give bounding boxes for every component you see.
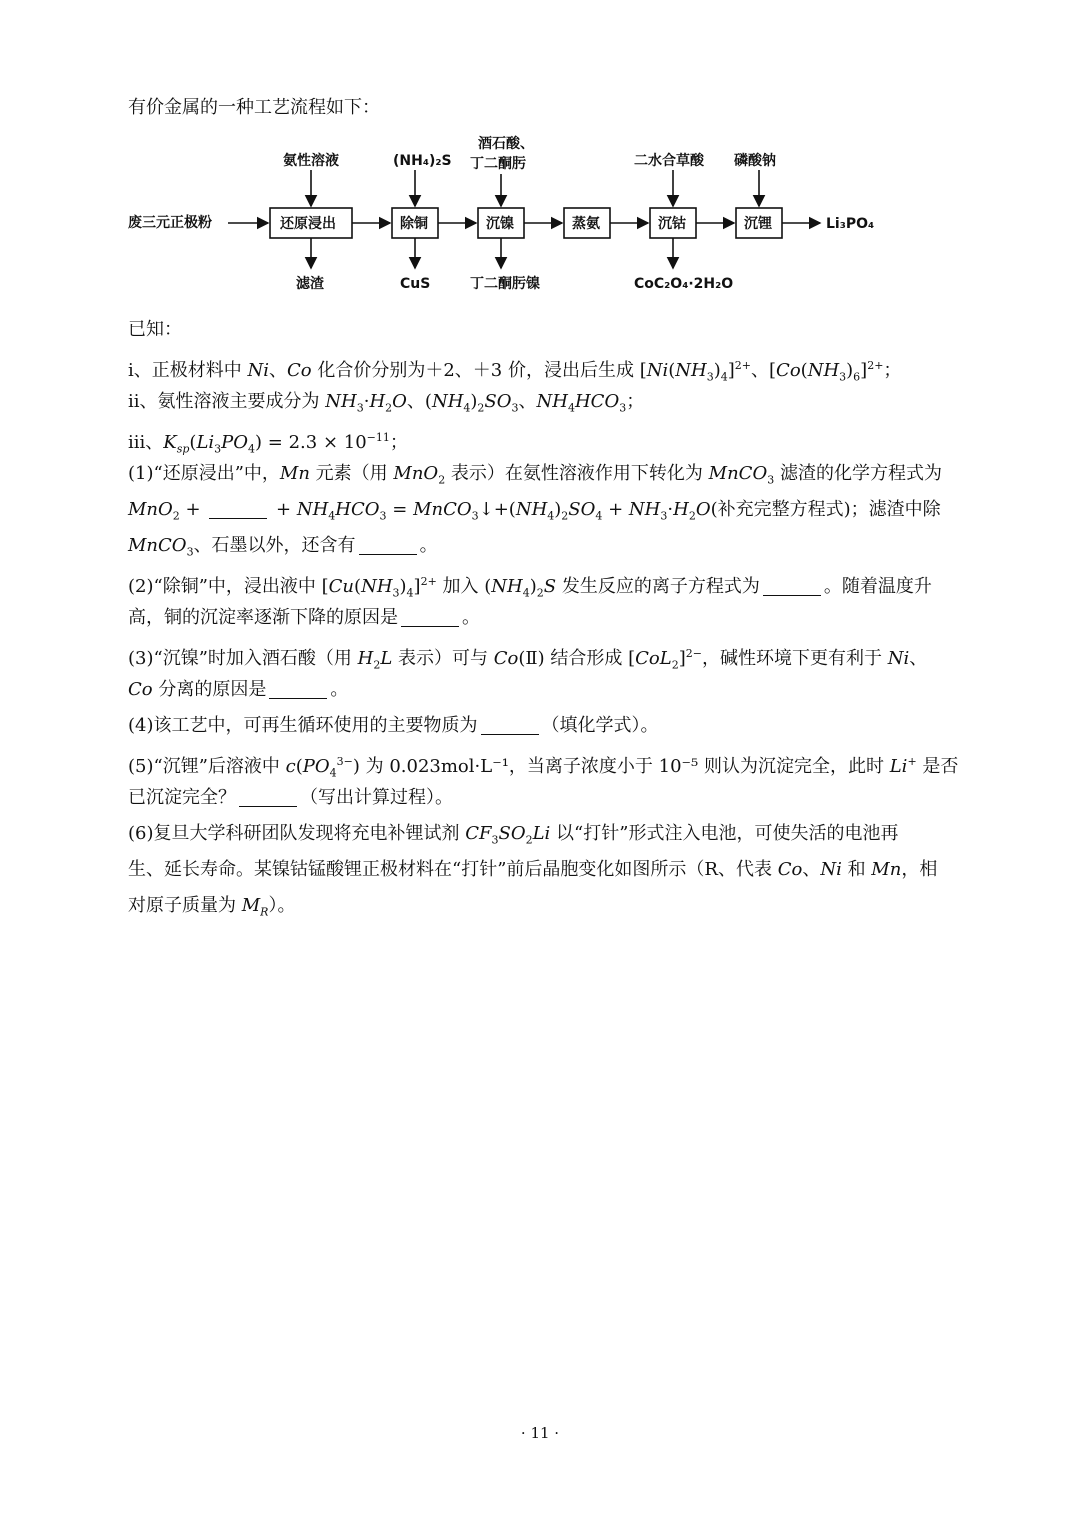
- answer-blank[interactable]: [481, 712, 539, 735]
- intro-text: 有价金属的一种工艺流程如下：: [128, 97, 380, 118]
- q5-line1: (5)“沉锂”后溶液中 $c(PO_4^{3-})$ 为 0.023mol·L⁻¹，当离子浓度小于 10⁻⁵ 则认为沉淀完全，此时 Li+ 是否: [128, 755, 959, 780]
- q1-line1: (1)“还原浸出”中，Mn 元素（用 MnO$_2$ 表示）在氨性溶液作用下转化为 MnCO$_3$ 滤渣的化学方程式为: [128, 463, 942, 487]
- known-heading: 已知：: [128, 319, 182, 340]
- flow-output-leach: 滤渣: [296, 276, 324, 292]
- flow-input-ni-1: 酒石酸、: [478, 136, 534, 152]
- q6-line3: 对原子质量为 $M_R$）。: [128, 895, 296, 919]
- page-number: · 11 ·: [520, 1424, 560, 1442]
- flow-output-cu: CuS: [400, 276, 431, 292]
- q6-line2: 生、延长寿命。某镍钴锰酸锂正极材料在“打针”前后晶胞变化如图所示（R、代表 Co、Ni 和 Mn，相: [128, 859, 938, 880]
- known-iii: ⅲ、$K_{sp}(Li_3PO_4) = 2.3 \times 10^{-11}$；: [128, 431, 408, 456]
- flow-input-li: 磷酸钠: [734, 153, 776, 169]
- answer-blank[interactable]: [269, 676, 327, 699]
- flow-input-leach: 氨性溶液: [283, 153, 339, 169]
- flow-step-li-label: 沉锂: [744, 216, 772, 232]
- flow-step-li: [736, 208, 782, 238]
- q4-line: (4)该工艺中，可再生循环使用的主要物质为 （填化学式）。: [128, 708, 980, 744]
- flow-step-nh3: [564, 208, 610, 238]
- question-body: [128, 312, 980, 924]
- q1-line3: MnCO$_3$、石墨以外，还含有 。: [128, 528, 980, 564]
- known-ii: ⅱ、氨性溶液主要成分为 $NH_3\cdot H_2O$、$(NH_4)_2SO_3$、$NH_4HCO_3$；: [128, 391, 645, 415]
- flow-step-co: [650, 208, 696, 238]
- flow-output-ni: 丁二酮肟镍: [470, 276, 540, 292]
- answer-blank[interactable]: [401, 604, 459, 627]
- flowchart-svg: [128, 128, 888, 298]
- q1-line2: MnO$_2$ + + $NH_4HCO_3$ = $MnCO_3↓+(NH_4)_2SO_4 + NH_3\cdot H_2O$(补充完整方程式)；滤渣中除: [128, 492, 980, 528]
- flow-end-label: Li₃PO₄: [826, 216, 875, 232]
- q5-line2: 已沉淀完全？ （写出计算过程）。: [128, 780, 980, 816]
- process-flowchart: [128, 128, 888, 298]
- flow-step-leach-label: 还原浸出: [280, 216, 336, 232]
- flow-step-cu: [392, 208, 438, 238]
- answer-blank[interactable]: [239, 784, 297, 807]
- flow-input-co: 二水合草酸: [634, 153, 704, 169]
- flow-step-leach: [270, 208, 352, 238]
- flow-step-cu-label: 除铜: [400, 216, 428, 232]
- flow-step-ni-label: 沉镍: [486, 216, 514, 232]
- q3-line2: Co 分离的原因是 。: [128, 672, 980, 708]
- known-i: ⅰ、正极材料中 Ni、Co 化合价分别为＋2、＋3 价，浸出后生成 $[Ni(NH_3)_4]^{2+}$、$[Co(NH_3)_6]^{2+}$；: [128, 359, 902, 384]
- flow-output-co: CoC₂O₄·2H₂O: [634, 276, 734, 292]
- q3-line1: (3)“沉镍”时加入酒石酸（用 $H_2L$ 表示）可与 Co(Ⅱ) 结合形成 $[CoL_2]^{2-}$，碱性环境下更有利于 Ni、: [128, 647, 928, 672]
- flow-step-ni: [478, 208, 524, 238]
- answer-blank[interactable]: [359, 532, 417, 555]
- answer-blank[interactable]: [209, 496, 267, 519]
- q6-line1: (6)复旦大学科研团队发现将充电补锂试剂 $CF_3SO_2Li$ 以“打针”形式注入电池，可使失活的电池再: [128, 823, 899, 847]
- flow-input-ni-2: 丁二酮肟: [470, 156, 526, 172]
- q2-line2: 高，铜的沉淀率逐渐下降的原因是 。: [128, 600, 980, 636]
- q2-line1: (2)“除铜”中，浸出液中 $[Cu(NH_3)_4]^{2+}$ 加入 $(NH_4)_2S$ 发生反应的离子方程式为 。随着温度升: [128, 575, 932, 600]
- flow-start-label: 废三元正极粉: [128, 215, 212, 231]
- flow-step-nh3-label: 蒸氨: [572, 216, 600, 232]
- answer-blank[interactable]: [763, 573, 821, 596]
- flow-input-cu: (NH₄)₂S: [393, 153, 452, 169]
- flow-step-co-label: 沉钴: [658, 216, 686, 232]
